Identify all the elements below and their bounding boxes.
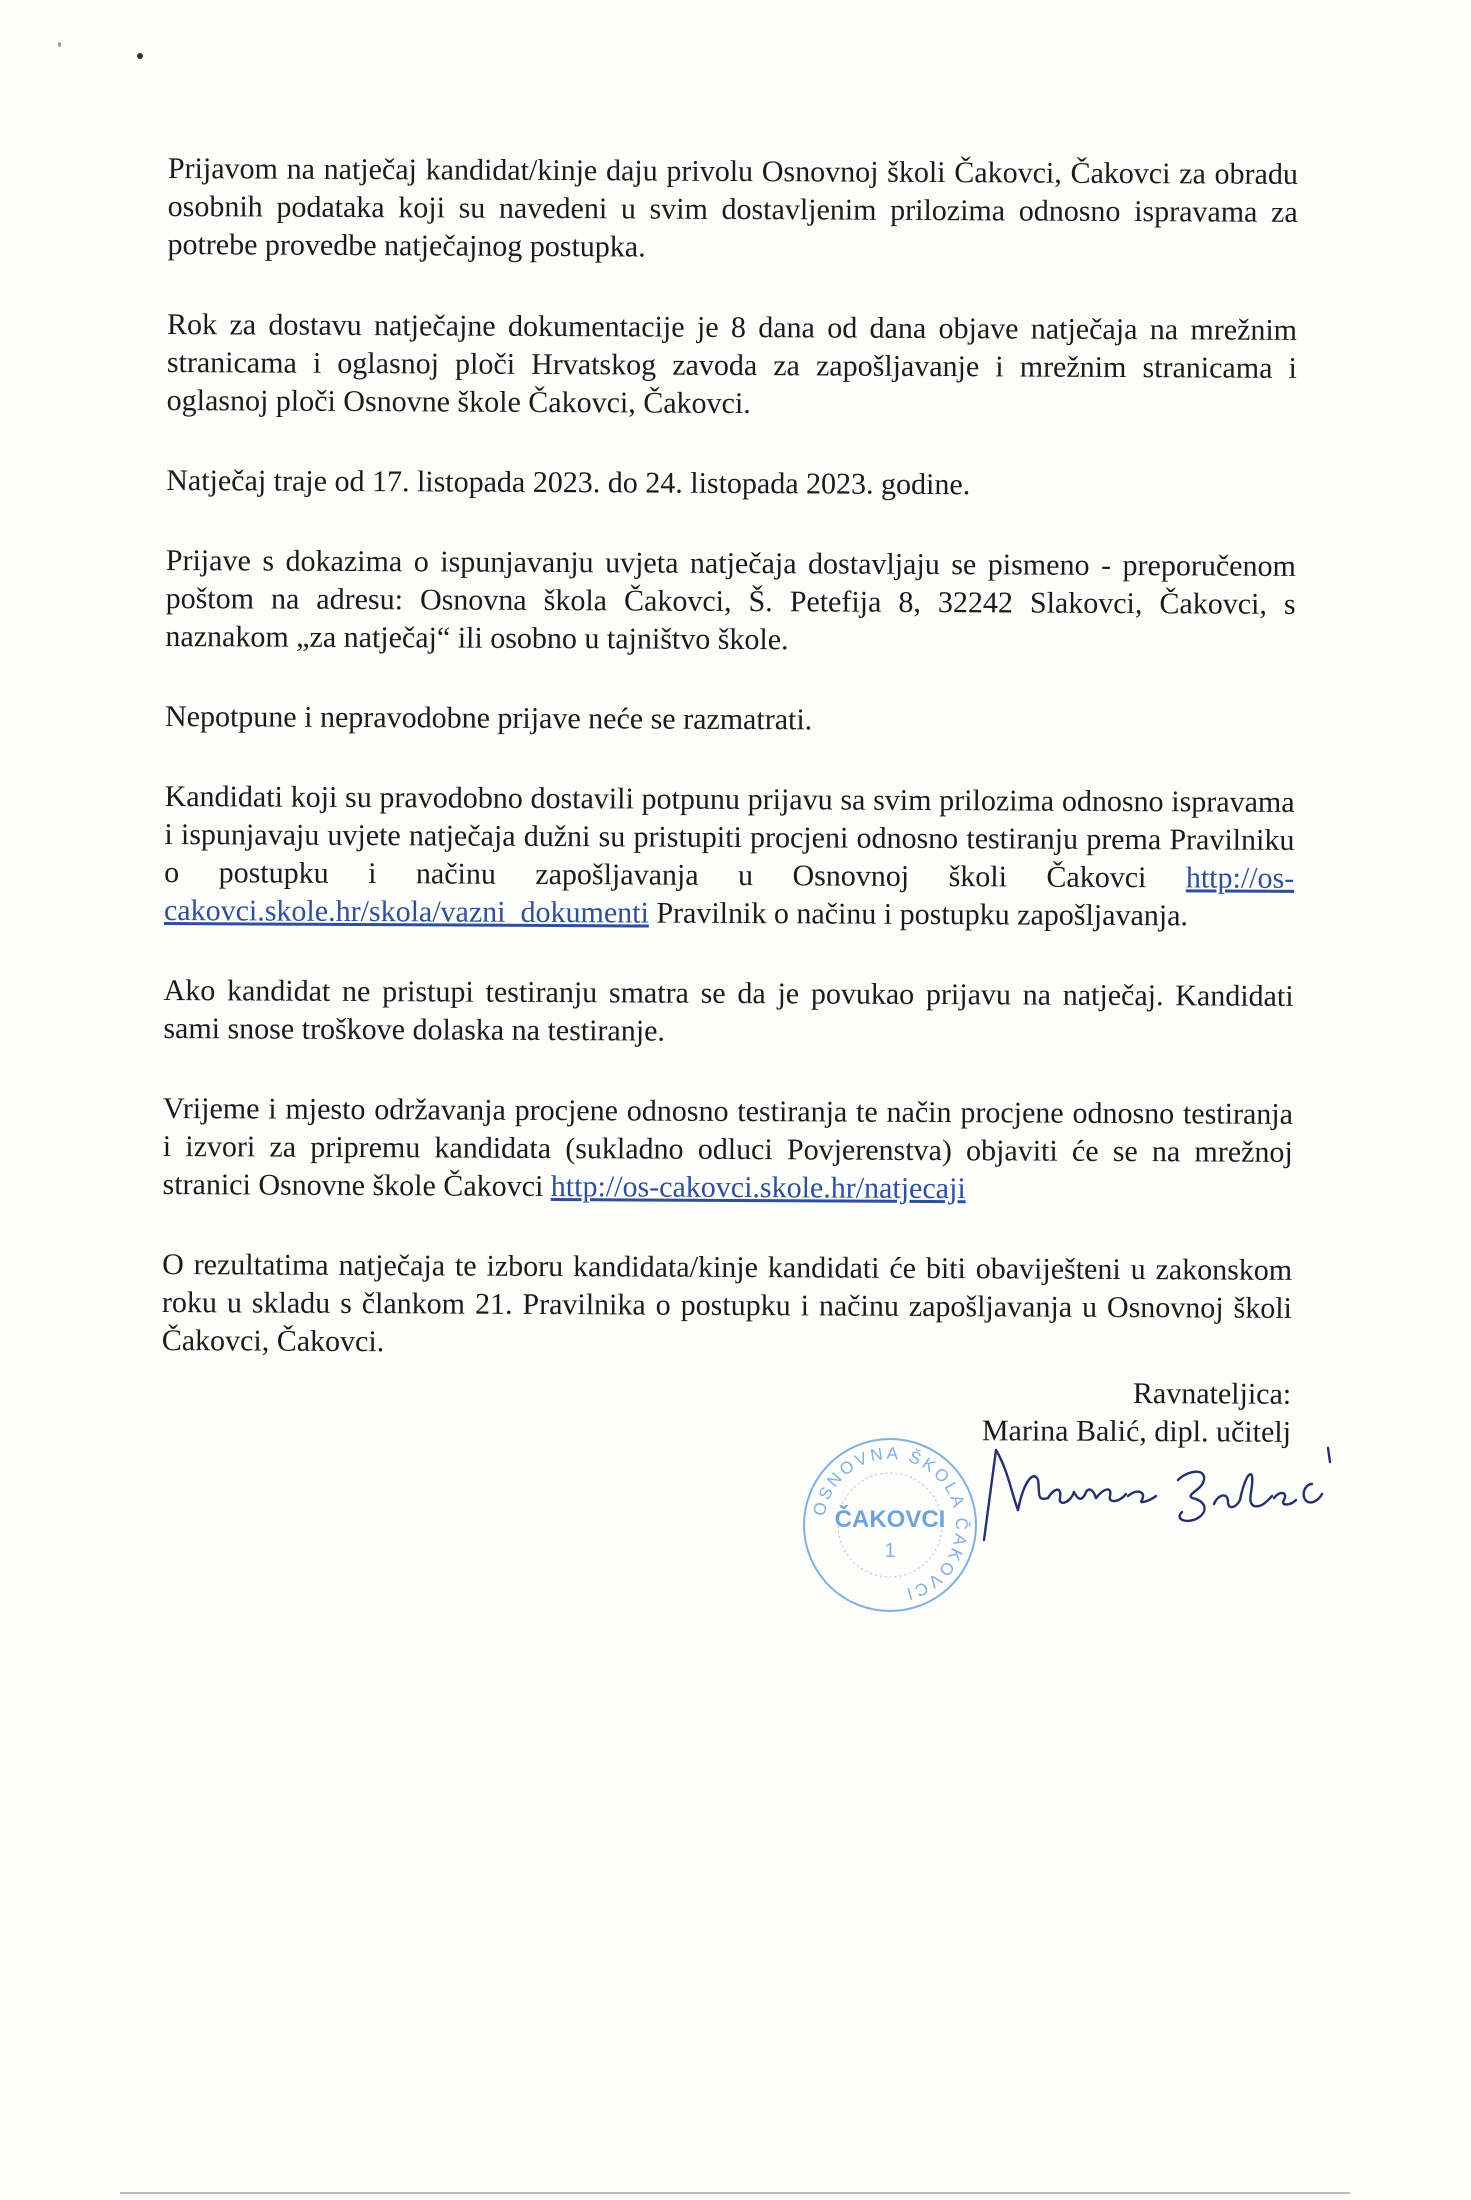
school-stamp-icon [800,1435,980,1615]
paragraph-absence: Ako kandidat ne pristupi testiranju smatra se da je povukao prijavu na natječaj. Kandidati sami snose troškove dolaska na testiranje. [163,973,1294,1048]
paragraph-consent: Prijavom na natječaj kandidat/kinje daju privolu Osnovnoj školi Čakovci, Čakovci za obradu osobnih podataka koji su navedeni u svim dostavljenim prilozima odnosno ispravama za potrebe provedbe natječajnog postupka. [167,151,1298,264]
natjecaji-link[interactable]: http://os-cakovci.skole.hr/natjecaji [550,1170,966,1206]
paragraph-submission: Prijave s dokazima o ispunjavanju uvjeta natječaja dostavljaju se pismeno - preporučenom poštom na adresu: Osnovna škola Čakovci, Š. Petefija 8, 32242 Slakovci, Čakovci, s naznakom „za natječaj“ ili osobno u tajništvo škole. [165,543,1296,657]
document-body [161,150,1298,1408]
paragraph-results: O rezultatima natječaja te izboru kandidata/kinje kandidati će biti obaviješteni u zakonskom roku u skladu s člankom 21. Pravilnika o postupku i načinu zapošljavanja u Osnovnoj školi Čakovci, Čakovci. [161,1247,1293,1359]
stamp-center-text: ČAKOVCI [834,1506,946,1533]
paragraph-deadline: Rok za dostavu natječajne dokumentacije je 8 dana od dana objave natječaja na mrežnim stranicama i oglasnoj ploči Hrvatskog zavoda za zapošljavanje i mrežnim stranicama i oglasnoj ploči Osnovne škole Čakovci, Čakovci. [166,307,1298,421]
stamp-ring-text: OSNOVNA ŠKOLA ČAKOVCI [809,1443,972,1605]
handwritten-signature-icon [978,1440,1338,1550]
schedule-text: Vrijeme i mjesto održavanja procjene odnosno testiranja te način procjene odnosno testiranja i izvori za pripremu kandidata (sukladno odluci Povjerenstva) objaviti će se na mrežnoj stranici Osnovne škole Čakovci [162,1091,1294,1203]
scan-edge-line [120,2192,1350,2194]
signatory-role: Ravnateljica: [1132,1376,1292,1411]
scan-speck [58,42,61,47]
testing-text: Kandidati koji su pravodobno dostavili potpunu prijavu sa svim prilozima odnosno ispravama i ispunjavaju uvjete natječaja dužni su pristupiti procjeni odnosno testiranju prema Pravilniku o postupku i načinu zapošljavanja u Osnovnoj školi Čakovci [164,779,1295,895]
documents-link[interactable]: http://os-cakovci.skole.hr/skola/vazni_dokumenti [163,861,1295,930]
testing-tail: Pravilnik o načinu i postupku zapošljavanja. [656,896,1189,933]
paragraph-incomplete: Nepotpune i nepravodobne prijave neće se razmatrati. [164,699,813,737]
paragraph-schedule [162,1090,1293,1210]
scan-speck [137,53,143,59]
paragraph-duration: Natječaj traje od 17. listopada 2023. do 24. listopada 2023. godine. [166,463,971,502]
signatory-name: Marina Balić, dipl. učitelj [981,1414,1291,1449]
stamp-number: 1 [884,1540,896,1562]
paragraph-testing [164,778,1295,936]
